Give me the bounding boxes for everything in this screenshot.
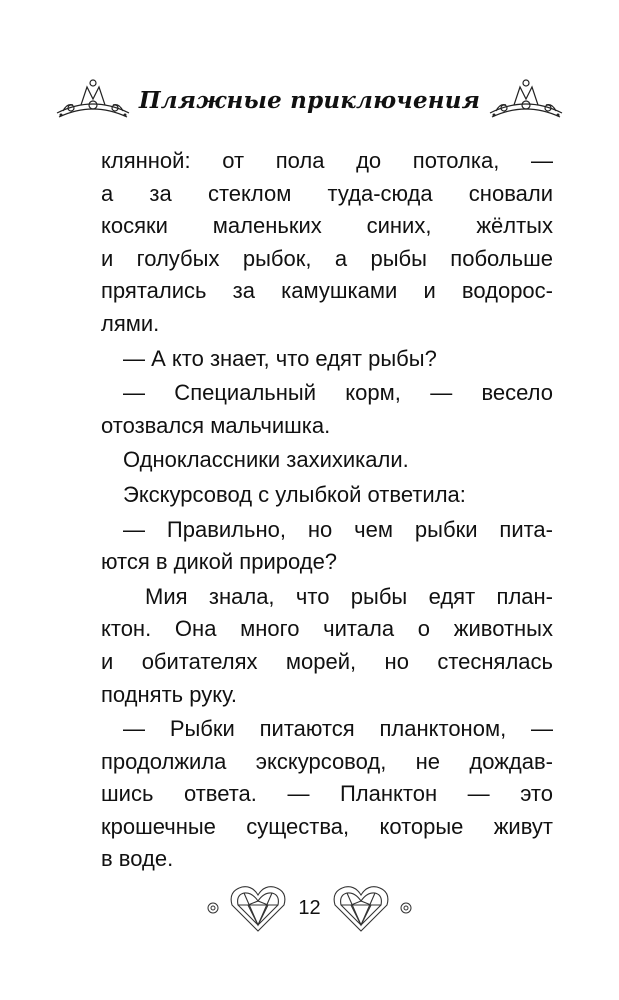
text-line: ктон. Она много читала о животных	[101, 616, 553, 642]
tiara-icon	[53, 75, 133, 125]
text-line: Мия знала, что рыбы едят план-	[145, 583, 553, 609]
paragraph	[101, 145, 553, 341]
gem-dot-icon	[200, 895, 226, 921]
running-header	[0, 70, 619, 130]
text-line: косяки маленьких синих, жёлтых	[101, 213, 553, 239]
paragraph	[101, 713, 553, 876]
paragraph	[101, 479, 553, 512]
text-line: прятались за камушками и водорос-	[101, 278, 553, 304]
text-line: а за стеклом туда-сюда сновали	[101, 180, 553, 206]
text-line: Одноклассники захихикали.	[123, 447, 409, 473]
text-line: Экскурсовод с улыбкой ответила:	[123, 481, 466, 507]
text-line: — Правильно, но чем рыбки пита-	[123, 516, 553, 542]
heart-gem-icon	[329, 881, 393, 935]
text-line: отозвался мальчишка.	[101, 412, 331, 438]
text-line: ются в дикой природе?	[101, 549, 338, 575]
text-line: и обитателях морей, но стеснялась	[101, 648, 553, 674]
text-line: и голубых рыбок, а рыбы побольше	[101, 245, 553, 271]
text-line: продолжила экскурсовод, не дождав-	[101, 748, 553, 774]
text-line: лями.	[101, 310, 160, 336]
text-line: клянной: от пола до потолка, —	[101, 148, 553, 173]
text-line: — Рыбки питаются планктоном, —	[123, 716, 553, 742]
text-line: в воде.	[101, 846, 174, 872]
body-text	[101, 145, 553, 876]
header-title: Пляжные приключения	[138, 86, 481, 114]
paragraph	[101, 444, 553, 477]
text-line: — А кто знает, что едят рыбы?	[123, 345, 437, 371]
paragraph	[101, 377, 553, 442]
tiara-icon	[486, 75, 566, 125]
text-line: крошечные существа, которые живут	[101, 813, 553, 839]
text-line: шись ответа. — Планктон — это	[101, 781, 553, 807]
heart-gem-icon	[226, 881, 290, 935]
gem-dot-icon	[393, 895, 419, 921]
page-footer	[0, 880, 619, 936]
text-line: поднять руку.	[101, 681, 237, 707]
paragraph	[101, 514, 553, 579]
text-line: — Специальный корм, — весело	[123, 380, 553, 406]
paragraph	[101, 581, 553, 711]
paragraph	[101, 343, 553, 376]
page-number: 12	[298, 896, 321, 919]
